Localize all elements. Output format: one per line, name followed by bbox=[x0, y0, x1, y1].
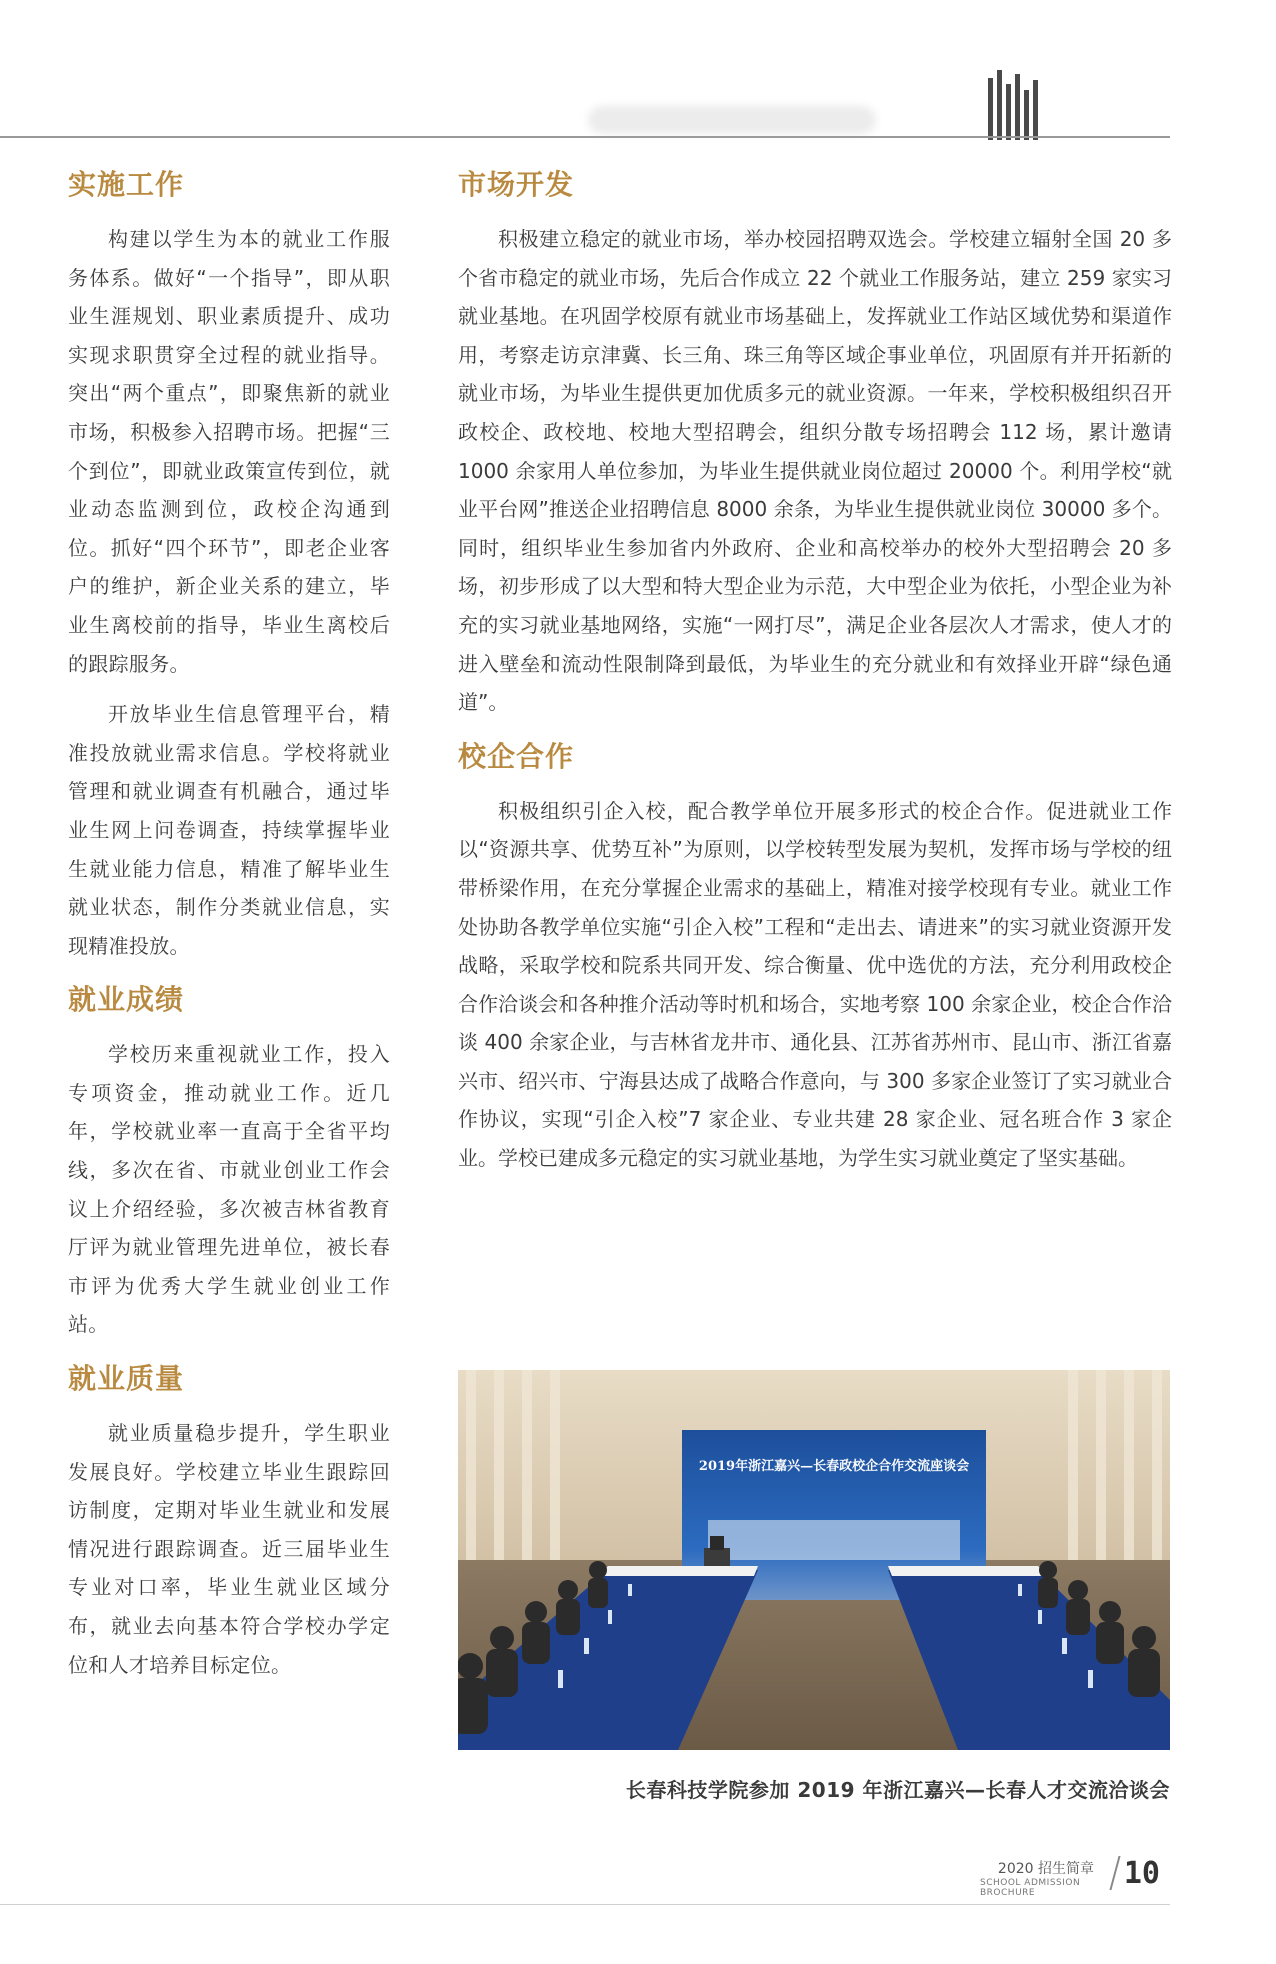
section-paragraph: 开放毕业生信息管理平台，精准投放就业需求信息。学校将就业管理和就业调查有机融合，通过毕业生网上问卷调查，持续掌握毕业生就业能力信息，精准了解毕业生就业状态，制作分类就业信息，实现精准投放。 bbox=[68, 702, 390, 958]
section-implementation bbox=[68, 162, 390, 965]
section-achievements bbox=[68, 977, 390, 1344]
section-title: 市场开发 bbox=[458, 168, 575, 201]
building-logo-icon bbox=[988, 70, 1046, 140]
banner-text: 2019年浙江嘉兴—长春政校企合作交流座谈会 bbox=[698, 1459, 970, 1474]
footer-divider bbox=[1109, 1856, 1120, 1890]
left-column bbox=[68, 162, 390, 1696]
footer-subtitle: SCHOOL ADMISSION BROCHURE bbox=[980, 1878, 1081, 1898]
section-paragraph: 学校历来重视就业工作，投入专项资金，推动就业工作。近几年，学校就业率一直高于全省平均线，多次在省、市就业创业工作会议上介绍经验，多次被吉林省教育厅评为就业管理先进单位，被长春市评为优秀大学生就业创业工作站。 bbox=[68, 1042, 390, 1337]
header-divider bbox=[0, 136, 1170, 138]
section-market-development bbox=[458, 162, 1172, 722]
section-title: 实施工作 bbox=[68, 168, 185, 201]
photo-caption: 长春科技学院参加 2019 年浙江嘉兴—长春人才交流洽谈会 bbox=[625, 1778, 1170, 1802]
section-paragraph: 就业质量稳步提升，学生职业发展良好。学校建立毕业生跟踪回访制度，定期对毕业生就业和发展情况进行跟踪调查。近三届毕业生专业对口率，毕业生就业区域分布，就业去向基本符合学校办学定位和人才培养目标定位。 bbox=[68, 1421, 390, 1677]
conference-scene bbox=[458, 1370, 1170, 1750]
section-paragraph: 积极建立稳定的就业市场，举办校园招聘双选会。学校建立辐射全国 20 多个省市稳定的就业市场，先后合作成立 22 个就业工作服务站，建立 259 家实习就业基地。在巩固学校原有就业市场基础上，发挥就业工作站区域优势和渠道作用，考察走访京津冀、长三角、珠三角等区域企事业单位，巩固原有并开拓新的就业市场，为毕业生提供更加优质多元的就业资源。一年来，学校积极组织召开政校企、政校地、校地大型招聘会，组织分散专场招聘会 112 场，累计邀请 1000 余家用人单位参加，为毕业生提供就业岗位超过 20000 个。利用学校“就业平台网”推送企业招聘信息 8000 余条，为毕业生提供就业岗位 30000 多个。同时，组织毕业生参加省内外政府、企业和高校举办的校外大型招聘会 20 多场，初步形成了以大型和特大型企业为示范，大中型企业为依托，小型企业为补充的实习就业基地网络，实施“一网打尽”，满足企业各层次人才需求，使人才的进入壁垒和流动性限制降到最低，为毕业生的充分就业和有效择业开辟“绿色通道”。 bbox=[458, 227, 1172, 715]
page-number: 10 bbox=[1123, 1856, 1160, 1891]
section-paragraph: 构建以学生为本的就业工作服务体系。做好“一个指导”，即从职业生涯规划、职业素质提升、成功实现求职贯穿全过程的就业指导。突出“两个重点”，即聚焦新的就业市场，积极参入招聘市场。把握“三个到位”，即就业政策宣传到位，就业动态监测到位，政校企沟通到位。抓好“四个环节”，即老企业客户的维护，新企业关系的建立，毕业生离校前的指导，毕业生离校后的跟踪服务。 bbox=[68, 227, 390, 676]
footer-title: 2020 招生简章 bbox=[997, 1861, 1094, 1877]
section-quality bbox=[68, 1356, 390, 1684]
page-footer bbox=[980, 1856, 1170, 1900]
section-title: 就业成绩 bbox=[68, 983, 185, 1017]
section-title: 就业质量 bbox=[68, 1362, 185, 1396]
section-school-enterprise bbox=[458, 734, 1172, 1178]
section-paragraph: 积极组织引企入校，配合教学单位开展多形式的校企合作。促进就业工作以“资源共享、优势互补”为原则，以学校转型发展为契机，发挥市场与学校的纽带桥梁作用，在充分掌握企业需求的基础上，精准对接学校现有专业。就业工作处协助各教学单位实施“引企入校”工程和“走出去、请进来”的实习就业资源开发战略，采取学校和院系共同开发、综合衡量、优中选优的方法，充分利用政校企合作洽谈会和各种推介活动等时机和场合，实地考察 100 余家企业，校企合作洽谈 400 余家企业，与吉林省龙井市、通化县、江苏省苏州市、昆山市、浙江省嘉兴市、绍兴市、宁海县达成了战略合作意向，与 300 多家企业签订了实习就业合作协议，实现“引企入校”7 家企业、专业共建 28 家企业、冠名班合作 3 家企业。学校已建成多元稳定的实习就业基地，为学生实习就业奠定了坚实基础。 bbox=[458, 798, 1172, 1171]
conference-photo bbox=[458, 1370, 1170, 1750]
blurred-header-text bbox=[588, 106, 876, 134]
page-header bbox=[0, 0, 1170, 137]
footer-line bbox=[0, 1904, 1170, 1905]
right-column bbox=[458, 162, 1172, 1190]
section-title: 校企合作 bbox=[458, 739, 575, 773]
